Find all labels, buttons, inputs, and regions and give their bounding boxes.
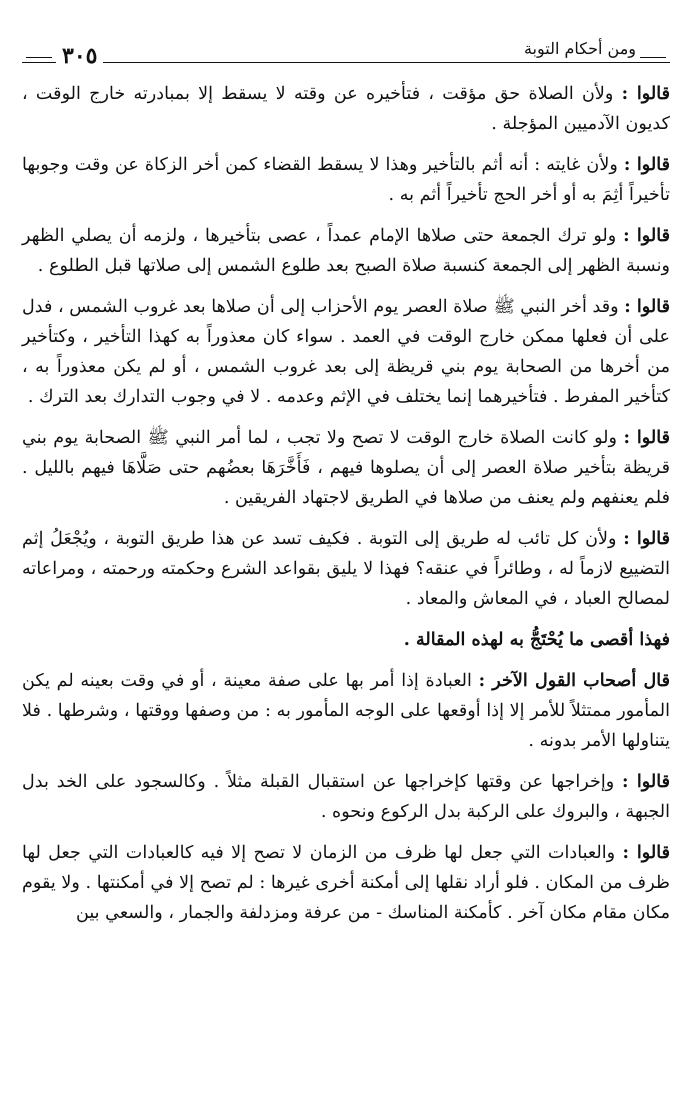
page-body bbox=[22, 79, 670, 928]
page-header bbox=[22, 22, 670, 69]
paragraph-text: ولو كانت الصلاة خارج الوقت لا تصح ولا تجب ، لما أمر النبي ﷺ الصحابة يوم بني قريظة بتأخير صلاة العصر إلى أن يصلوها فيهم ، فَأَخَّرَهَا بعضُهم حتى صَلَّاهَا فيهم بالليل . فلم يعنفهم ولم يعنف من صلاها في الطريق لاجتهاد الفريقين . bbox=[22, 428, 670, 508]
paragraph-2 bbox=[22, 150, 670, 210]
paragraph-label: قال أصحاب القول الآخر : bbox=[478, 670, 670, 691]
paragraph-label: قالوا : bbox=[623, 225, 671, 246]
paragraph-label: قالوا : bbox=[623, 427, 671, 448]
page-number: ٣٠٥ bbox=[56, 45, 103, 68]
paragraph-4 bbox=[22, 292, 670, 412]
paragraph-6 bbox=[22, 524, 670, 614]
paragraph-label: قالوا : bbox=[622, 842, 671, 863]
header-dash-start bbox=[640, 57, 666, 58]
running-title: ومن أحكام التوبة bbox=[523, 39, 636, 58]
paragraph-label: قالوا : bbox=[622, 771, 671, 792]
paragraph-5 bbox=[22, 423, 670, 513]
paragraph-10 bbox=[22, 838, 670, 928]
paragraph-1 bbox=[22, 79, 670, 139]
paragraph-text: والعبادات التي جعل لها ظرف من الزمان لا تصح إلا فيه كالعبادات التي جعل لها ظرف من المكان . فلو أراد نقلها إلى أمكنة أخرى غيرها : لم تصح إلا في أمكنتها . ولا يقوم مكان مقام مكان آخر . كأمكنة المناسك - من عرفة ومزدلفة والجمار ، والسعي بين bbox=[22, 843, 670, 923]
paragraph-9 bbox=[22, 767, 670, 827]
paragraph-text: ولو ترك الجمعة حتى صلاها الإمام عمداً ، عصى بتأخيرها ، ولزمه أن يصلي الظهر ونسبة الظهر إلى الجمعة كنسبة صلاة الصبح بعد طلوع الشمس إلى صلاتها قبل الطلوع . bbox=[22, 226, 670, 276]
paragraph-text: ولأن الصلاة حق مؤقت ، فتأخيره عن وقته لا يسقط إلا بمبادرته خارج الوقت ، كديون الآدميين المؤجلة . bbox=[22, 84, 670, 134]
paragraph-text: فهذا أقصى ما يُحْتَجُّ به لهذه المقالة . bbox=[403, 629, 670, 650]
header-dash-end bbox=[26, 57, 52, 58]
paragraph-text: ولأن غايته : أنه أثم بالتأخير وهذا لا يسقط القضاء كمن أخر الزكاة عن وقت وجوبها تأخيراً أثِمَ به أو أخر الحج تأخيراً أثم به . bbox=[22, 155, 670, 205]
paragraph-7 bbox=[22, 625, 670, 655]
paragraph-8 bbox=[22, 666, 670, 756]
paragraph-label: قالوا : bbox=[623, 528, 671, 549]
paragraph-text: العبادة إذا أمر بها على صفة معينة ، أو في وقت بعينه لم يكن المأمور ممتثلاً للأمر إلا إذا أوقعها على الوجه المأمور به : من وصفها ووقتها ، وشرطها . فلا يتناولها الأمر بدونه . bbox=[22, 671, 670, 751]
paragraph-3 bbox=[22, 221, 670, 281]
paragraph-label: قالوا : bbox=[623, 154, 670, 175]
paragraph-text: ولأن كل تائب له طريق إلى التوبة . فكيف تسد عن هذا طريق التوبة ، ويُجْعَلُ إثم التضييع لازماً له ، وطائراً في عنقه؟ فهذا لا يليق بقواعد الشرع وحكمته ورحمته ، ومراعاته لمصالح العباد ، في المعاش والمعاد . bbox=[22, 529, 670, 609]
paragraph-label: قالوا : bbox=[621, 83, 670, 104]
paragraph-label: قالوا : bbox=[624, 296, 671, 317]
paragraph-text: وإخراجها عن وقتها كإخراجها عن استقبال القبلة مثلاً . وكالسجود على الخد بدل الجبهة ، والبروك على الركبة بدل الركوع ونحوه . bbox=[22, 772, 670, 822]
paragraph-text: وقد أخر النبي ﷺ صلاة العصر يوم الأحزاب إلى أن صلاها بعد غروب الشمس ، فدل على أن فعلها ممكن خارج الوقت في العمد . سواء كان معذوراً به كهذا التأخير ، وكتأخير من أخرها من الصحابة يوم بني قريظة إلى بعد غروب الشمس ، أو لم يكن معذوراً به ، كتأخير المفرط . فتأخيرهما إنما يختلف في الإثم وعدمه . لا في وجوب التدارك بعد الترك . bbox=[22, 297, 670, 407]
